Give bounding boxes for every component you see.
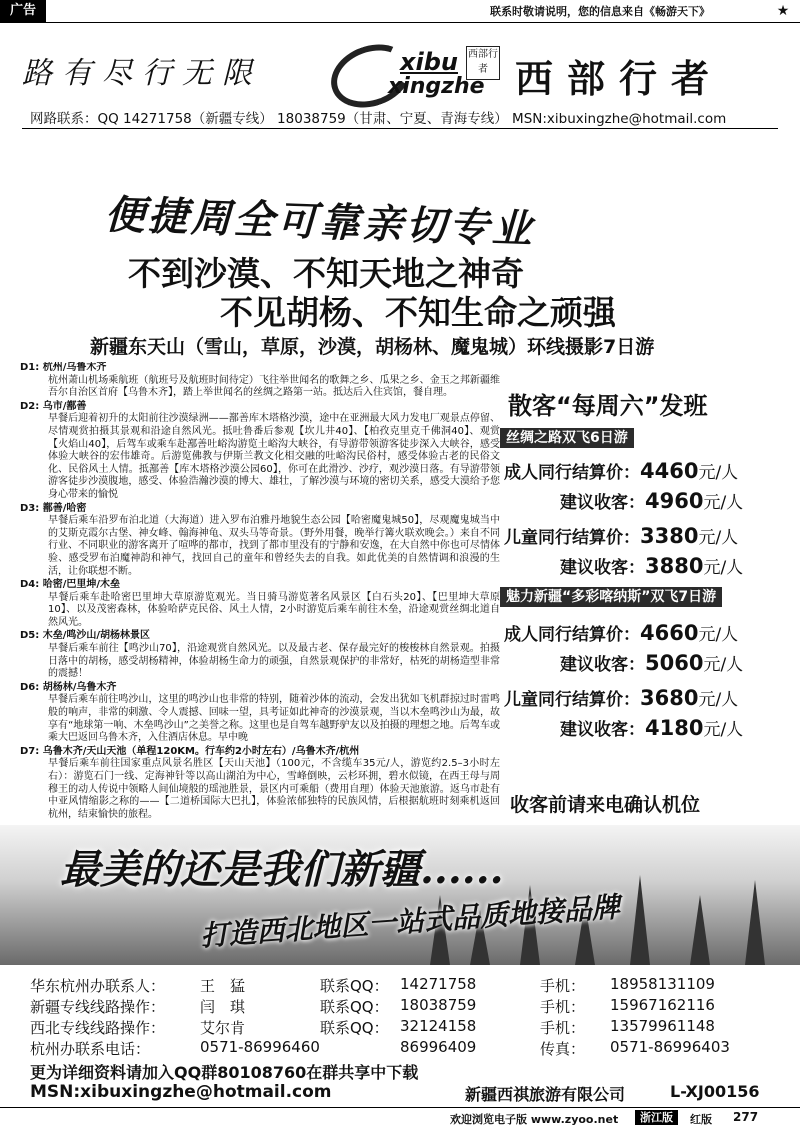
header-contact-line: 网路联系：QQ 14271758（新疆专线） 18038759（甘肃、宁夏、青海专线） MSN:xibuxingzhe@hotmail.com bbox=[30, 111, 727, 127]
day-number: D5: bbox=[20, 630, 40, 642]
itinerary-day bbox=[20, 401, 500, 502]
day-description: 早餐后乘车前往【鸣沙山70】，沿途观赏自然风光。以及最古老、保存最完好的梭梭林自然景观。拍摄日落中的胡杨，感受胡杨精神，体验胡杨生命力的顽强，自然景观保护的非常好，枯死的胡杨造型非常的震撼！ bbox=[48, 643, 500, 680]
price-label: 建议收客： bbox=[560, 558, 645, 578]
fax-number: 0571-86996403 bbox=[610, 1038, 730, 1056]
price-row bbox=[560, 553, 743, 578]
pricing-panel bbox=[500, 380, 790, 800]
price-value: 4180 bbox=[645, 716, 704, 740]
page-footer bbox=[0, 1107, 800, 1127]
price-label: 建议收客： bbox=[560, 493, 645, 513]
weekly-departure: 散客“每周六”发班 bbox=[508, 392, 708, 420]
day-title: 木垒/鸣沙山/胡杨林景区 bbox=[42, 630, 151, 642]
itinerary-day bbox=[20, 579, 500, 629]
phone-label: 手机： bbox=[540, 977, 586, 995]
itinerary-day bbox=[20, 682, 500, 745]
price-value: 3880 bbox=[645, 554, 704, 578]
price-unit: 元/人 bbox=[703, 558, 744, 578]
price-value: 5060 bbox=[645, 651, 704, 675]
day-number: D4: bbox=[20, 579, 40, 591]
pine-tree-icon bbox=[690, 895, 710, 965]
brand-slogan: 打造西北地区一站式品质地接品牌 bbox=[199, 890, 621, 953]
company-name: 新疆西祺旅游有限公司 bbox=[465, 1085, 626, 1104]
magazine-star-icon: ★ bbox=[776, 3, 790, 19]
price-label: 成人同行结算价： bbox=[504, 463, 640, 483]
itinerary-day bbox=[20, 503, 500, 579]
day-heading bbox=[20, 503, 500, 516]
day-title: 乌鲁木齐/天山天池（单程120KM。行车约2小时左右）/乌鲁木齐/杭州 bbox=[42, 745, 360, 757]
price-unit: 元/人 bbox=[698, 463, 739, 483]
contact-role: 西北专线线路操作： bbox=[30, 1019, 166, 1037]
top-strip bbox=[0, 0, 800, 23]
itinerary-day bbox=[20, 362, 500, 400]
day-number: D1: bbox=[20, 362, 40, 373]
day-heading bbox=[20, 746, 500, 759]
day-heading bbox=[20, 630, 500, 643]
source-notice: 联系时敬请说明，您的信息来自《畅游天下》 bbox=[490, 5, 710, 18]
day-title: 鄯善/哈密 bbox=[42, 502, 87, 514]
price-value: 3380 bbox=[640, 524, 699, 548]
features-calligraphy: 便捷周全可靠亲切专业 bbox=[104, 191, 536, 253]
day-description: 早餐后乘车前往国家重点风景名胜区【天山天池】（100元，不含缆车35元/人，游览约2.5–3小时左右）：游览石门一线、定海神针等以高山湖泊为中心，雪峰倒映，云杉环拥，碧水似镜，在西王母与周穆王的动人传说中领略人间仙境般的瑶池胜景，景区内可乘船（费用自理）体验天池旅游。返乌市赴有中亚风情缩影之称的——【二道桥国际大巴扎】，体验浓郁独特的民族风情，后根据航班时刻乘机返回杭州，结束愉快的旅程。 bbox=[48, 758, 500, 820]
price-label: 儿童同行结算价： bbox=[504, 690, 640, 710]
contact-role: 新疆专线线路操作： bbox=[30, 998, 166, 1016]
office-phone: 0571-86996460 bbox=[200, 1038, 320, 1056]
page-number: 277 bbox=[733, 1110, 759, 1124]
logo-en-bottom: xingzhe bbox=[388, 74, 485, 99]
qq-label: 联系QQ： bbox=[320, 1019, 389, 1037]
footer-url: 欢迎浏览电子版 www.zyoo.net bbox=[450, 1113, 619, 1126]
pine-tree-icon bbox=[745, 880, 765, 965]
contact-role: 杭州办联系电话： bbox=[30, 1040, 151, 1058]
day-description: 早餐后迎着初升的太阳前往沙漠绿洲——鄯善库木塔格沙漠，途中在亚洲最大风力发电厂观景点停留、尽情观赏拍摄其景观和沿途自然风光。抵吐鲁番后参观【坎儿井40】、【柏孜克里克千佛洞40】、观赏【火焰山40】，后驾车或乘车赴鄯善吐峪沟游览土峪沟大峡谷，有导游带领游客徒步深入大峡谷，感受体验大峡谷的宏伟雄奇。后游览佛教与伊斯兰教文化相交融的吐峪沟民俗村，感受体验古老的民俗文化、民俗风土人情。抵鄯善【库木塔格沙漠公园60】，你可在此滑沙、沙疗，观沙漠日落。有导游带领游客徒步沙漠腹地，感受、体验浩瀚沙漠的博大、雄壮，了解沙漠与环境的密切关系，感受大漠给予您身心带来的愉悦 bbox=[48, 413, 500, 500]
day-number: D6: bbox=[20, 681, 40, 693]
day-description: 早餐后乘车沿罗布泊北道（大海道）进入罗布泊雅丹地貌生态公园【哈密魔鬼城50】，尽观魔鬼城当中的艾斯克霞尔古堡、神女峰、翰海神龟、双头马等奇景。（野外用餐，晚举行篝火联欢晚会。）来自不同行业、不同职业的游客离开了喧哗的都市，找到了都市里没有的宁静和安逸，在大自然中你也可尽情体验、感受罗布泊魔神韵和神气，找回自己的童年和曾经失去的自我。如此优美的自然情调和浪漫的生活，让你联想不断。 bbox=[48, 515, 500, 577]
price-unit: 元/人 bbox=[698, 528, 739, 548]
day-description: 杭州萧山机场乘航班（航班号及航班时间待定）飞往举世闻名的歌舞之乡、瓜果之乡、金玉之邦新疆维吾尔自治区首府【乌鲁木齐】，踏上举世闻名的丝绸之路第一站。抵达后入住宾馆，餐自理。 bbox=[48, 374, 500, 399]
price-value: 4460 bbox=[640, 459, 699, 483]
price-row bbox=[560, 650, 743, 675]
itinerary-day bbox=[20, 630, 500, 680]
contact-role: 华东杭州办联系人： bbox=[30, 977, 166, 995]
day-title: 杭州/乌鲁木齐 bbox=[42, 362, 107, 373]
contact-name: 闫 琪 bbox=[200, 998, 246, 1016]
day-description: 早餐后乘车前往鸣沙山，这里的鸣沙山也非常的特别，随着沙体的流动，会发出犹如飞机群掠过时雷鸣般的响声，非常的刺激、令人震撼、回味一望，具考证如此神奇的沙漠景观，当以木垒鸣沙山为最，故享有“地球第一响、木垒鸣沙山”之美誉之称。这里也是自驾车越野驴友以及拍摄的理想之地。后驾车或乘大巴返回乌鲁木齐，入住酒店休息。早中晚 bbox=[48, 694, 500, 744]
price-label: 建议收客： bbox=[560, 720, 645, 740]
pine-tree-icon bbox=[630, 875, 650, 965]
phone-number: 15967162116 bbox=[610, 996, 715, 1014]
day-title: 胡杨林/乌鲁木齐 bbox=[42, 681, 117, 693]
phone-label: 手机： bbox=[540, 998, 586, 1016]
day-number: D3: bbox=[20, 502, 40, 514]
logo-cn-mini: 西部行者 bbox=[466, 46, 500, 80]
qq-number: 32124158 bbox=[400, 1017, 477, 1035]
confirm-note: 收客前请来电确认机位 bbox=[510, 794, 701, 816]
qq-group-note: 更为详细资料请加入QQ群80108760在群共享中下载 bbox=[30, 1063, 419, 1082]
price-unit: 元/人 bbox=[698, 690, 739, 710]
best-slogan: 最美的还是我们新疆...... bbox=[60, 846, 504, 893]
day-description: 早餐后乘车赴哈密巴里坤大草原游览观光。当日骑马游览著名风景区【白石头20】、【巴里坤大草原10】、以及茂密森林，体验哈萨克民俗、风土人情，2小时游览后乘车前往木垒，沿途观赏丝绸北道自然风光。 bbox=[48, 591, 500, 628]
price-unit: 元/人 bbox=[703, 655, 744, 675]
brand-name: 西部行者 bbox=[515, 57, 724, 101]
price-row bbox=[504, 685, 738, 710]
contact-name: 艾尔肯 bbox=[200, 1019, 246, 1037]
qq-number: 18038759 bbox=[400, 996, 477, 1014]
headline-2: 不见胡杨、不知生命之顽强 bbox=[220, 293, 616, 332]
ad-tag: 广告 bbox=[0, 0, 46, 22]
logo-en-top: xibu bbox=[400, 48, 458, 76]
price-unit: 元/人 bbox=[703, 720, 744, 740]
day-heading bbox=[20, 579, 500, 592]
price-value: 4660 bbox=[640, 621, 699, 645]
license-number: L-XJ00156 bbox=[670, 1082, 760, 1101]
phone-number: 13579961148 bbox=[610, 1017, 715, 1035]
header-divider bbox=[22, 128, 778, 129]
price-row bbox=[560, 488, 743, 513]
contact-name: 王 猛 bbox=[200, 977, 246, 995]
edition-name: 红版 bbox=[690, 1113, 712, 1126]
office-phone-2: 86996409 bbox=[400, 1038, 477, 1056]
day-heading bbox=[20, 401, 500, 414]
day-number: D7: bbox=[20, 745, 40, 757]
brand-logo bbox=[330, 38, 500, 102]
price-row bbox=[560, 715, 743, 740]
msn-address: MSN:xibuxingzhe@hotmail.com bbox=[30, 1082, 332, 1102]
phone-label: 手机： bbox=[540, 1019, 586, 1037]
price-unit: 元/人 bbox=[703, 493, 744, 513]
route-name-bar: 魅力新疆“多彩喀纳斯”双飞7日游 bbox=[500, 587, 722, 607]
day-title: 乌市/鄯善 bbox=[42, 400, 87, 412]
price-label: 儿童同行结算价： bbox=[504, 528, 640, 548]
itinerary bbox=[20, 362, 500, 832]
price-unit: 元/人 bbox=[698, 625, 739, 645]
edition-tag: 浙江版 bbox=[635, 1110, 678, 1125]
headline-1: 不到沙漠、不知天地之神奇 bbox=[128, 254, 524, 293]
price-value: 3680 bbox=[640, 686, 699, 710]
qq-label: 联系QQ： bbox=[320, 977, 389, 995]
price-row bbox=[504, 523, 738, 548]
tour-title: 新疆东天山（雪山，草原，沙漠，胡杨林、魔鬼城）环线摄影7日游 bbox=[90, 336, 655, 358]
price-row bbox=[504, 620, 738, 645]
day-title: 哈密/巴里坤/木垒 bbox=[42, 579, 121, 591]
price-value: 4960 bbox=[645, 489, 704, 513]
price-label: 成人同行结算价： bbox=[504, 625, 640, 645]
header-slogan: 路有尽行无限 bbox=[22, 56, 262, 91]
day-heading bbox=[20, 682, 500, 695]
qq-label: 联系QQ： bbox=[320, 998, 389, 1016]
phone-number: 18958131109 bbox=[610, 975, 715, 993]
day-heading bbox=[20, 362, 500, 375]
day-number: D2: bbox=[20, 400, 40, 412]
qq-number: 14271758 bbox=[400, 975, 477, 993]
route-name-bar: 丝绸之路双飞6日游 bbox=[500, 428, 634, 448]
price-label: 建议收客： bbox=[560, 655, 645, 675]
fax-label: 传真： bbox=[540, 1040, 586, 1058]
price-row bbox=[504, 458, 738, 483]
itinerary-day bbox=[20, 746, 500, 822]
